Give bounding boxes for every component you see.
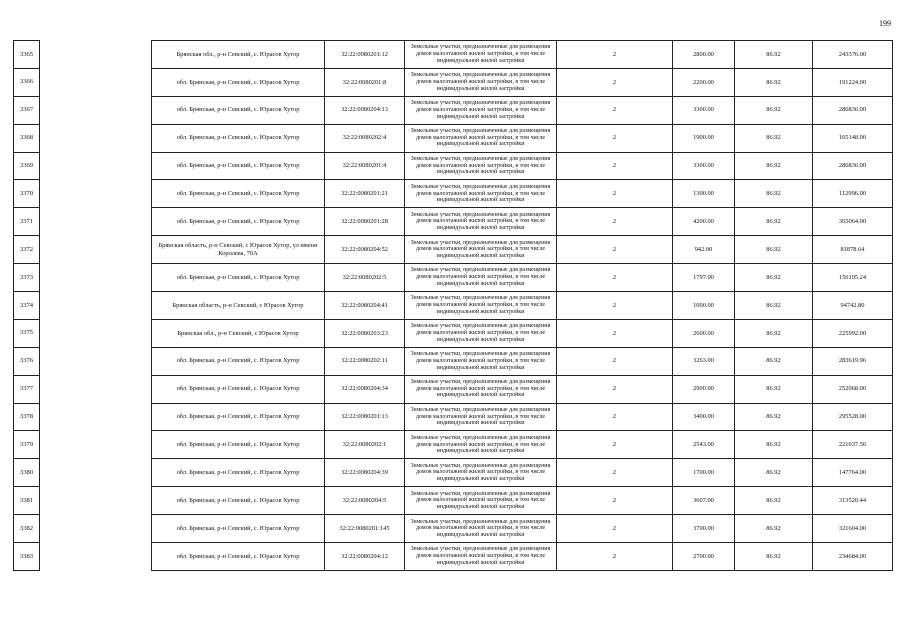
land-use-cell: Земельные участки, предназначенные для размещения домов малоэтажной жилой застройки, в том числе индивидуальной жилой застройки — [405, 347, 557, 375]
cadastral-value-cell: 147764.00 — [813, 459, 893, 487]
address-cell: обл. Брянская, р-н Севский, с. Юрасов Хутор — [152, 124, 325, 152]
land-use-cell: Земельные участки, предназначенные для размещения домов малоэтажной жилой застройки, в том числе индивидуальной жилой застройки — [405, 459, 557, 487]
address-cell: обл. Брянская, р-н Севский, с. Юрасов Хутор — [152, 515, 325, 543]
address-cell: обл. Брянская, р-н Севский, с. Юрасов Хутор — [152, 459, 325, 487]
cadastral-number-cell: 32:22:0080202:5 — [325, 264, 405, 292]
rate-cell: 86.92 — [735, 152, 813, 180]
row-number: 3382 — [14, 515, 40, 543]
cadastral-number-cell: 32:22:0080201:28 — [325, 208, 405, 236]
land-use-cell: Земельные участки, предназначенные для размещения домов малоэтажной жилой застройки, в том числе индивидуальной жилой застройки — [405, 487, 557, 515]
address-cell: обл. Брянская, р-н Севский, с. Юрасов Хутор — [152, 347, 325, 375]
row-number: 3366 — [14, 68, 40, 96]
table-row — [14, 403, 893, 431]
land-use-cell: Земельные участки, предназначенные для размещения домов малоэтажной жилой застройки, в том числе индивидуальной жилой застройки — [405, 292, 557, 320]
gap-cell — [40, 68, 152, 96]
land-use-cell: Земельные участки, предназначенные для размещения домов малоэтажной жилой застройки, в том числе индивидуальной жилой застройки — [405, 431, 557, 459]
table-row — [14, 152, 893, 180]
gap-cell — [40, 264, 152, 292]
area-cell: 942.00 — [673, 236, 735, 264]
area-cell: 1797.00 — [673, 264, 735, 292]
registry-body — [14, 41, 893, 571]
cadastral-number-cell: 32:22:0080204:41 — [325, 292, 405, 320]
gap-cell — [40, 347, 152, 375]
gap-cell — [40, 41, 152, 69]
group-cell: 2 — [557, 41, 673, 69]
land-use-cell: Земельные участки, предназначенные для размещения домов малоэтажной жилой застройки, в том числе индивидуальной жилой застройки — [405, 96, 557, 124]
row-number: 3383 — [14, 543, 40, 571]
land-use-cell: Земельные участки, предназначенные для размещения домов малоэтажной жилой застройки, в том числе индивидуальной жилой застройки — [405, 543, 557, 571]
row-number: 3372 — [14, 236, 40, 264]
land-use-cell: Земельные участки, предназначенные для размещения домов малоэтажной жилой застройки, в том числе индивидуальной жилой застройки — [405, 124, 557, 152]
row-number: 3367 — [14, 96, 40, 124]
gap-cell — [40, 319, 152, 347]
gap-cell — [40, 152, 152, 180]
land-use-cell: Земельные участки, предназначенные для размещения домов малоэтажной жилой застройки, в том числе индивидуальной жилой застройки — [405, 375, 557, 403]
land-registry-table — [13, 40, 893, 571]
area-cell: 3700.00 — [673, 515, 735, 543]
row-number: 3370 — [14, 180, 40, 208]
land-use-cell: Земельные участки, предназначенные для размещения домов малоэтажной жилой застройки, в том числе индивидуальной жилой застройки — [405, 515, 557, 543]
address-cell: обл. Брянская, р-н Севский, с. Юрасов Хутор — [152, 375, 325, 403]
cadastral-number-cell: 32:22:0080204:13 — [325, 96, 405, 124]
area-cell: 1900.00 — [673, 124, 735, 152]
cadastral-value-cell: 156195.24 — [813, 264, 893, 292]
gap-cell — [40, 543, 152, 571]
cadastral-value-cell: 225992.00 — [813, 319, 893, 347]
table-row — [14, 431, 893, 459]
land-use-cell: Земельные участки, предназначенные для размещения домов малоэтажной жилой застройки, в том числе индивидуальной жилой застройки — [405, 180, 557, 208]
address-cell: обл. Брянская, р-н Севский, с. Юрасов Хутор — [152, 487, 325, 515]
gap-cell — [40, 96, 152, 124]
group-cell: 2 — [557, 375, 673, 403]
group-cell: 2 — [557, 208, 673, 236]
table-row — [14, 319, 893, 347]
address-cell: обл. Брянская, р-н Севский, с. Юрасов Хутор — [152, 543, 325, 571]
table-row — [14, 180, 893, 208]
table-row — [14, 543, 893, 571]
rate-cell: 86.92 — [735, 319, 813, 347]
page-number: 199 — [879, 19, 891, 28]
rate-cell: 86.92 — [735, 68, 813, 96]
land-use-cell: Земельные участки, предназначенные для размещения домов малоэтажной жилой застройки, в том числе индивидуальной жилой застройки — [405, 152, 557, 180]
gap-cell — [40, 236, 152, 264]
address-cell: Брянская область, р-н Севский, с Юрасов Хутор — [152, 292, 325, 320]
group-cell: 2 — [557, 124, 673, 152]
row-number: 3368 — [14, 124, 40, 152]
rate-cell: 86.92 — [735, 515, 813, 543]
address-cell: обл. Брянская, р-н Севский, с. Юрасов Хутор — [152, 431, 325, 459]
cadastral-number-cell: 32:22:0080201:13 — [325, 403, 405, 431]
area-cell: 1090.00 — [673, 292, 735, 320]
cadastral-number-cell: 32:22:0080204:5 — [325, 487, 405, 515]
group-cell: 2 — [557, 347, 673, 375]
address-cell: Брянская обл., р-н Севский, с Юрасов Хутор — [152, 319, 325, 347]
gap-cell — [40, 431, 152, 459]
table-row — [14, 96, 893, 124]
cadastral-number-cell: 32:22:0080202:1 — [325, 431, 405, 459]
cadastral-value-cell: 191224.00 — [813, 68, 893, 96]
row-number: 3378 — [14, 403, 40, 431]
area-cell: 2900.00 — [673, 375, 735, 403]
table-row — [14, 292, 893, 320]
row-number: 3371 — [14, 208, 40, 236]
rate-cell: 86.92 — [735, 459, 813, 487]
land-use-cell: Земельные участки, предназначенные для размещения домов малоэтажной жилой застройки, в том числе индивидуальной жилой застройки — [405, 236, 557, 264]
land-use-cell: Земельные участки, предназначенные для размещения домов малоэтажной жилой застройки, в том числе индивидуальной жилой застройки — [405, 41, 557, 69]
land-use-cell: Земельные участки, предназначенные для размещения домов малоэтажной жилой застройки, в том числе индивидуальной жилой застройки — [405, 319, 557, 347]
area-cell: 3263.00 — [673, 347, 735, 375]
gap-cell — [40, 515, 152, 543]
cadastral-number-cell: 32:22:0080204:52 — [325, 236, 405, 264]
rate-cell: 86.92 — [735, 96, 813, 124]
table-row — [14, 208, 893, 236]
address-cell: обл. Брянская, р-н Севский, с. Юрасов Хутор — [152, 403, 325, 431]
cadastral-value-cell: 313520.44 — [813, 487, 893, 515]
table-row — [14, 236, 893, 264]
gap-cell — [40, 208, 152, 236]
area-cell: 3400.00 — [673, 403, 735, 431]
cadastral-number-cell: 32:22:0080204:39 — [325, 459, 405, 487]
cadastral-value-cell: 365064.00 — [813, 208, 893, 236]
cadastral-value-cell: 81878.64 — [813, 236, 893, 264]
cadastral-value-cell: 286836.00 — [813, 152, 893, 180]
cadastral-value-cell: 234684.00 — [813, 543, 893, 571]
cadastral-number-cell: 32:22:0080201:145 — [325, 515, 405, 543]
area-cell: 2700.00 — [673, 543, 735, 571]
cadastral-number-cell: 32:22:0080201:21 — [325, 180, 405, 208]
gap-cell — [40, 459, 152, 487]
group-cell: 2 — [557, 292, 673, 320]
table-row — [14, 347, 893, 375]
group-cell: 2 — [557, 152, 673, 180]
table-row — [14, 124, 893, 152]
rate-cell: 86.92 — [735, 431, 813, 459]
land-use-cell: Земельные участки, предназначенные для размещения домов малоэтажной жилой застройки, в том числе индивидуальной жилой застройки — [405, 403, 557, 431]
cadastral-value-cell: 221037.56 — [813, 431, 893, 459]
cadastral-value-cell: 252068.00 — [813, 375, 893, 403]
row-number: 3374 — [14, 292, 40, 320]
row-number: 3373 — [14, 264, 40, 292]
row-number: 3365 — [14, 41, 40, 69]
rate-cell: 86.92 — [735, 292, 813, 320]
table-row — [14, 41, 893, 69]
address-cell: обл. Брянская, р-н Севский, с. Юрасов Хутор — [152, 264, 325, 292]
address-cell: Брянская обл., р-н Севский, с. Юрасов Хутор — [152, 41, 325, 69]
area-cell: 1700.00 — [673, 459, 735, 487]
rate-cell: 86.92 — [735, 487, 813, 515]
cadastral-number-cell: 32:22:0080204:34 — [325, 375, 405, 403]
rate-cell: 86.92 — [735, 208, 813, 236]
cadastral-value-cell: 112996.00 — [813, 180, 893, 208]
row-number: 3381 — [14, 487, 40, 515]
group-cell: 2 — [557, 180, 673, 208]
group-cell: 2 — [557, 515, 673, 543]
area-cell: 2200.00 — [673, 68, 735, 96]
gap-cell — [40, 124, 152, 152]
area-cell: 1300.00 — [673, 180, 735, 208]
gap-cell — [40, 403, 152, 431]
group-cell: 2 — [557, 431, 673, 459]
area-cell: 2543.00 — [673, 431, 735, 459]
rate-cell: 86.92 — [735, 375, 813, 403]
address-cell: обл. Брянская, р-н Севский, с. Юрасов Хутор — [152, 180, 325, 208]
group-cell: 2 — [557, 96, 673, 124]
rate-cell: 86.92 — [735, 347, 813, 375]
land-use-cell: Земельные участки, предназначенные для размещения домов малоэтажной жилой застройки, в том числе индивидуальной жилой застройки — [405, 264, 557, 292]
row-number: 3377 — [14, 375, 40, 403]
rate-cell: 86.92 — [735, 543, 813, 571]
rate-cell: 86.92 — [735, 180, 813, 208]
address-cell: Брянская область, р-н Севский, с Юрасов Хутор, ул имени Королева, 70А — [152, 236, 325, 264]
group-cell: 2 — [557, 403, 673, 431]
cadastral-number-cell: 32:22:0080201:4 — [325, 152, 405, 180]
address-cell: обл. Брянская, р-н Севский, с. Юрасов Хутор — [152, 208, 325, 236]
table-row — [14, 459, 893, 487]
table-row — [14, 264, 893, 292]
rate-cell: 86.92 — [735, 403, 813, 431]
address-cell: обл. Брянская, р-н Севский, с. Юрасов Хутор — [152, 152, 325, 180]
group-cell: 2 — [557, 487, 673, 515]
group-cell: 2 — [557, 319, 673, 347]
cadastral-number-cell: 32:22:0080202:4 — [325, 124, 405, 152]
group-cell: 2 — [557, 68, 673, 96]
table-row — [14, 515, 893, 543]
cadastral-value-cell: 321604.00 — [813, 515, 893, 543]
cadastral-value-cell: 286836.00 — [813, 96, 893, 124]
row-number: 3379 — [14, 431, 40, 459]
group-cell: 2 — [557, 459, 673, 487]
cadastral-number-cell: 32:22:0080201:8 — [325, 68, 405, 96]
cadastral-number-cell: 32:22:0080203:23 — [325, 319, 405, 347]
cadastral-number-cell: 32:22:0080204:12 — [325, 543, 405, 571]
row-number: 3369 — [14, 152, 40, 180]
group-cell: 2 — [557, 264, 673, 292]
area-cell: 3607.00 — [673, 487, 735, 515]
cadastral-value-cell: 295528.00 — [813, 403, 893, 431]
group-cell: 2 — [557, 543, 673, 571]
row-number: 3380 — [14, 459, 40, 487]
gap-cell — [40, 180, 152, 208]
area-cell: 2600.00 — [673, 319, 735, 347]
cadastral-number-cell: 32:22:0080201:12 — [325, 41, 405, 69]
row-number: 3376 — [14, 347, 40, 375]
row-number: 3375 — [14, 319, 40, 347]
gap-cell — [40, 487, 152, 515]
land-use-cell: Земельные участки, предназначенные для размещения домов малоэтажной жилой застройки, в том числе индивидуальной жилой застройки — [405, 208, 557, 236]
table-row — [14, 68, 893, 96]
area-cell: 3300.00 — [673, 152, 735, 180]
land-use-cell: Земельные участки, предназначенные для размещения домов малоэтажной жилой застройки, в том числе индивидуальной жилой застройки — [405, 68, 557, 96]
cadastral-number-cell: 32:22:0080202:11 — [325, 347, 405, 375]
rate-cell: 86.92 — [735, 236, 813, 264]
area-cell: 4200.00 — [673, 208, 735, 236]
area-cell: 3300.00 — [673, 96, 735, 124]
cadastral-value-cell: 283619.96 — [813, 347, 893, 375]
table-row — [14, 487, 893, 515]
table-row — [14, 375, 893, 403]
group-cell: 2 — [557, 236, 673, 264]
cadastral-value-cell: 165148.00 — [813, 124, 893, 152]
address-cell: обл. Брянская, р-н Севский, с. Юрасов Хутор — [152, 96, 325, 124]
rate-cell: 86.92 — [735, 264, 813, 292]
rate-cell: 86.92 — [735, 124, 813, 152]
gap-cell — [40, 292, 152, 320]
area-cell: 2800.00 — [673, 41, 735, 69]
rate-cell: 86.92 — [735, 41, 813, 69]
cadastral-value-cell: 243376.00 — [813, 41, 893, 69]
gap-cell — [40, 375, 152, 403]
cadastral-value-cell: 94742.80 — [813, 292, 893, 320]
address-cell: обл. Брянская, р-н Севский, с. Юрасов Хутор — [152, 68, 325, 96]
